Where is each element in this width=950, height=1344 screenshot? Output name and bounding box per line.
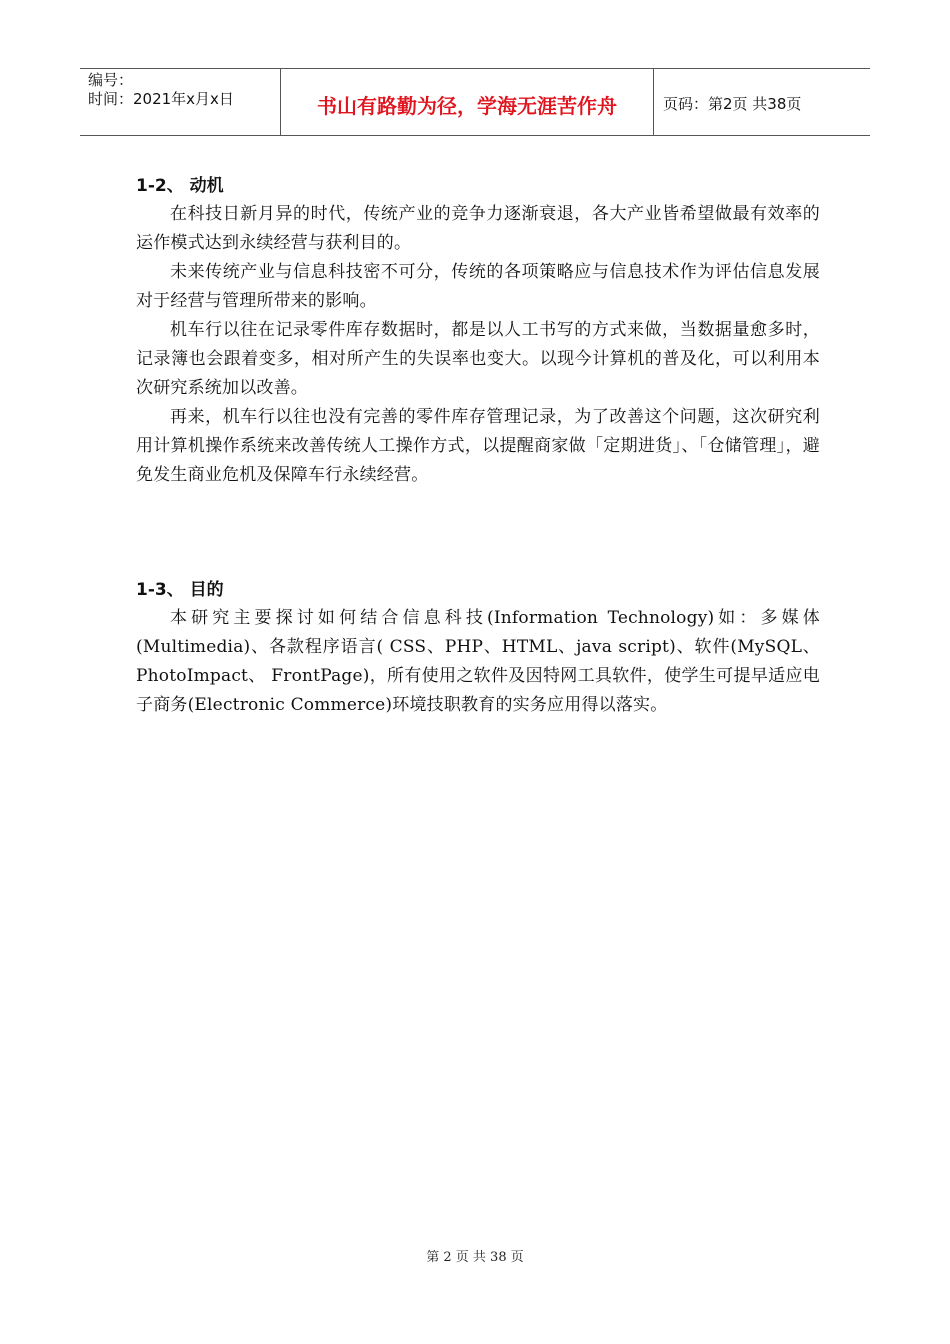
- section-motivation: [136, 172, 820, 490]
- page-footer: [0, 1246, 950, 1265]
- page-header-table: [80, 68, 870, 136]
- section-purpose: [136, 576, 820, 720]
- paragraph: 机车行以往在记录零件库存数据时，都是以人工书写的方式来做，当数据量愈多时，记录簿也会跟着变多，相对所产生的失误率也变大。以现今计算机的普及化，可以利用本次研究系统加以改善。: [136, 320, 820, 398]
- section-heading: 1-2、 动机: [136, 176, 224, 196]
- paragraph: 再来，机车行以往也没有完善的零件库存管理记录，为了改善这个问题，这次研究利用计算机操作系统来改善传统人工操作方式，以提醒商家做「定期进货」、「仓储管理」，避免发生商业危机及保障车行永续经营。: [136, 407, 820, 485]
- header-page-info: 页码：第2页 共38页: [663, 94, 802, 113]
- section-heading: 1-3、 目的: [136, 580, 224, 600]
- header-info-cell: [80, 69, 281, 135]
- header-motto-cell: [281, 69, 654, 135]
- footer-page-number: 第 2 页 共 38 页: [426, 1250, 524, 1265]
- motto-text: 书山有路勤为径，学海无涯苦作舟: [317, 93, 617, 118]
- document-number-label: 编号：: [88, 71, 134, 89]
- header-page-cell: [654, 69, 870, 135]
- document-date-label: 时间：2021年x月x日: [88, 90, 234, 108]
- paragraph: 本研究主要探讨如何结合信息科技(Information Technology)如：多媒体(Multimedia)、各款程序语言( CSS、PHP、HTML、java script)、软件(MySQL、PhotoImpact、 FrontPage)，所有使用之软件及因特网工具软件，使学生可提早适应电子商务(Electronic Commerce)环境技职教育的实务应用得以落实。: [136, 608, 820, 715]
- paragraph: 在科技日新月异的时代，传统产业的竞争力逐渐衰退，各大产业皆希望做最有效率的运作模式达到永续经营与获利目的。: [136, 204, 820, 253]
- document-body: [136, 172, 820, 720]
- paragraph: 未来传统产业与信息科技密不可分，传统的各项策略应与信息技术作为评估信息发展对于经营与管理所带来的影响。: [136, 262, 820, 311]
